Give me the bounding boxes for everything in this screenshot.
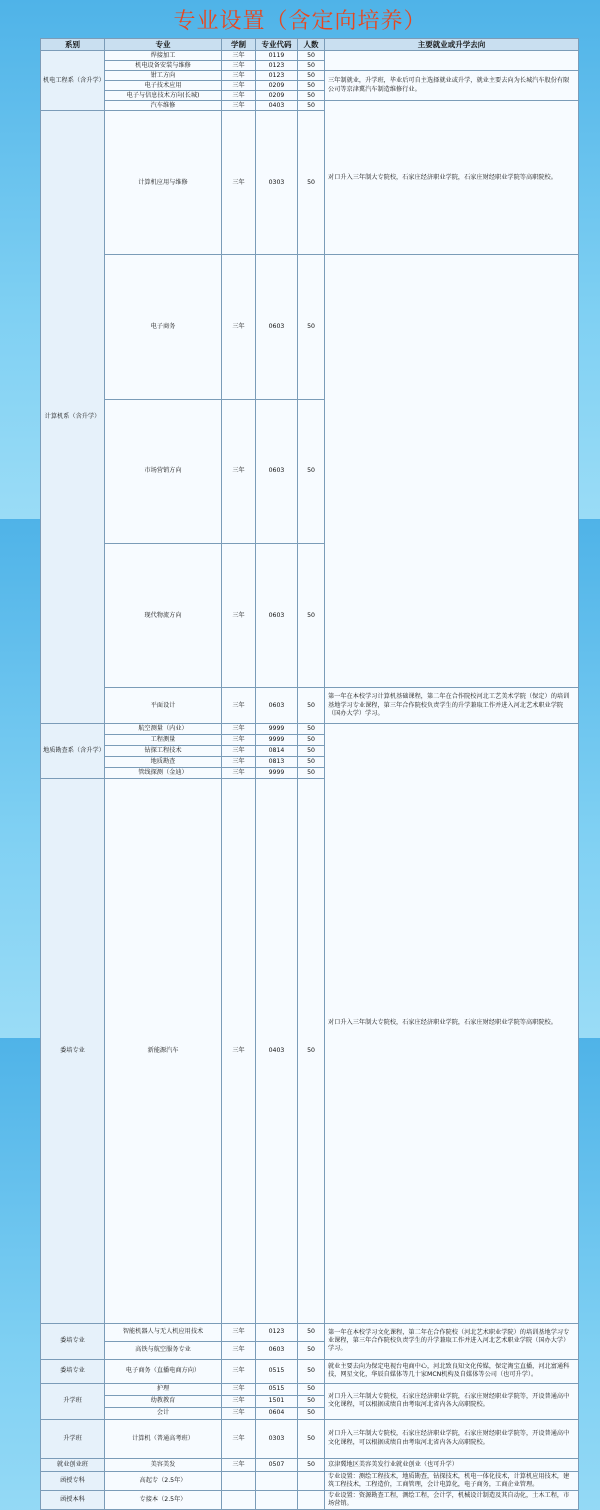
duration-cell: 三年 [222,101,256,111]
duration-cell: 三年 [222,724,256,735]
major-cell: 新能源汽车 [105,779,222,1323]
table-row [41,1323,579,1341]
table-row [41,399,579,543]
duration-cell: 三年 [222,735,256,746]
count-cell: 50 [298,1359,325,1383]
code-cell: 0123 [256,71,298,81]
major-cell: 汽车维修 [105,101,222,111]
table-row [41,101,579,111]
code-cell: 0507 [256,1458,298,1471]
major-cell: 高起专（2.5年） [105,1471,222,1490]
destination-cell: 就业主要去向为保定电视台电商中心，河北致良知文化传媒，保定淘宝直播，河北富通科技，网星文化，华辰自媒体等几十家MCN机构及自媒体等公司（也可升学）。 [325,1359,579,1383]
column-header: 专业 [105,39,222,51]
department-cell: 委培专业 [41,779,105,1323]
code-cell: 0603 [256,543,298,687]
department-cell: 委培专业 [41,1359,105,1383]
major-cell: 高铁与航空服务专业 [105,1341,222,1359]
table-row [41,724,579,735]
table-row [41,1359,579,1383]
column-header: 人数 [298,39,325,51]
code-cell: 0604 [256,1407,298,1419]
duration-cell: 三年 [222,1341,256,1359]
count-cell: 50 [298,91,325,101]
destination-cell: 对口升入三年制大专院校，石家庄经济职业学院，石家庄财经职业学院等高职院校。 [325,724,579,1323]
major-cell: 电子商务 [105,255,222,399]
destination-cell: 专业设置：测绘工程技术，地质勘查，钻探技术，机电一体化技术，计算机应用技术，建筑工程技术，工程造价，工商管理，会计电算化，电子商务，工商企业管理。 [325,1471,579,1490]
code-cell: 0603 [256,255,298,399]
count-cell: 50 [298,1395,325,1407]
major-cell: 地质勘查 [105,757,222,768]
count-cell: 50 [298,61,325,71]
major-cell: 平面设计 [105,688,222,724]
count-cell: 50 [298,779,325,1323]
column-header: 专业代码 [256,39,298,51]
table-row [41,1383,579,1395]
major-cell: 专接本（2.5年） [105,1491,222,1510]
count-cell: 50 [298,1323,325,1341]
code-cell: 1501 [256,1395,298,1407]
code-cell: 9999 [256,724,298,735]
duration-cell: 三年 [222,1419,256,1458]
duration-cell: 三年 [222,1395,256,1407]
duration-cell: 三年 [222,399,256,543]
major-cell: 会计 [105,1407,222,1419]
major-cell: 焊接加工 [105,51,222,61]
program-table [40,38,579,1510]
count-cell: 50 [298,1419,325,1458]
duration-cell: 三年 [222,61,256,71]
count-cell: 50 [298,81,325,91]
duration-cell: 三年 [222,255,256,399]
duration-cell: 三年 [222,768,256,779]
major-cell: 美容美发 [105,1458,222,1471]
destination-cell: 京津冀地区美容美发行业就业创业（也可升学） [325,1458,579,1471]
count-cell: 50 [298,543,325,687]
table-row [41,71,579,81]
code-cell: 0603 [256,399,298,543]
code-cell: 0814 [256,746,298,757]
table-row [41,688,579,724]
page-title: 专业设置（含定向培养） [173,9,427,34]
code-cell: 0209 [256,91,298,101]
major-cell: 管线探测（金迪） [105,768,222,779]
duration-cell: 三年 [222,71,256,81]
code-cell: 0603 [256,688,298,724]
count-cell [298,1491,325,1510]
duration-cell: 三年 [222,688,256,724]
count-cell: 50 [298,101,325,111]
duration-cell: 三年 [222,746,256,757]
department-cell: 就业创业班 [41,1458,105,1471]
table-row [41,1491,579,1510]
column-header: 系别 [41,39,105,51]
duration-cell: 三年 [222,543,256,687]
major-cell: 机电设备安装与维修 [105,61,222,71]
table-row [41,1471,579,1490]
major-cell: 钻探工程技术 [105,746,222,757]
column-header: 学制 [222,39,256,51]
duration-cell: 三年 [222,1407,256,1419]
major-cell: 计算机（普通高考班） [105,1419,222,1458]
major-cell: 电子与信息技术方向(长城) [105,91,222,101]
major-cell: 护理 [105,1383,222,1395]
major-cell: 现代物流方向 [105,543,222,687]
department-cell: 升学班 [41,1419,105,1458]
destination-cell: 对口升入三年制大专院校，石家庄经济职业学院，石家庄财经职业学院等，开设普通高中文化课程，可以根据成绩自由考取河北省内各大高职院校。 [325,1419,579,1458]
table-row [41,1458,579,1471]
table-row [41,51,579,61]
code-cell: 0303 [256,111,298,255]
major-cell: 市场营销方向 [105,399,222,543]
count-cell: 50 [298,1341,325,1359]
duration-cell [222,1491,256,1510]
count-cell: 50 [298,1458,325,1471]
destination-cell: 对口升入三年制大专院校，石家庄经济职业学院，石家庄财经职业学院等，开设普通高中文化课程，可以根据成绩自由考取河北省内各大高职院校。 [325,1383,579,1419]
destination-cell: 第一年在本校学习文化课程，第二年在合作院校（河北艺术职业学院）的培训基地学习专业课程，第三年合作院校负责学生的升学兼取工作并进入河北艺术职业学院（国办大学）学习。 [325,1323,579,1359]
table-row [41,543,579,687]
destination-cell: 三年制就业，升学班，毕业后可自主选择就业或升学，就业主要去向为长城汽车股份有限公司等京津冀汽车制造维修行业。 [325,71,579,101]
duration-cell: 三年 [222,81,256,91]
count-cell: 50 [298,71,325,81]
department-cell: 函授专科 [41,1471,105,1490]
destination-cell: 第一年在本校学习计算机基础课程，第二年在合作院校河北工艺美术学院（保定）的培训基地学习专业课程，第三年合作院校负责学生的升学兼取工作并进入河北艺术职业学院（国办大学）学习。 [325,688,579,724]
duration-cell: 三年 [222,779,256,1323]
department-cell: 机电工程系（含升学） [41,51,105,111]
code-cell: 0303 [256,1419,298,1458]
count-cell: 50 [298,111,325,255]
code-cell: 0119 [256,51,298,61]
count-cell: 50 [298,746,325,757]
code-cell: 0515 [256,1359,298,1383]
count-cell: 50 [298,399,325,543]
major-cell: 计算机应用与维修 [105,111,222,255]
code-cell: 0209 [256,81,298,91]
count-cell: 50 [298,735,325,746]
code-cell: 0515 [256,1383,298,1395]
department-cell: 计算机系（含升学） [41,111,105,724]
table-row [41,1419,579,1458]
code-cell: 0403 [256,779,298,1323]
code-cell [256,1491,298,1510]
header-row [41,39,579,51]
department-cell: 升学班 [41,1383,105,1419]
major-cell: 电子技术应用 [105,81,222,91]
code-cell: 9999 [256,735,298,746]
count-cell: 50 [298,1383,325,1395]
duration-cell: 三年 [222,757,256,768]
major-cell: 幼教教育 [105,1395,222,1407]
count-cell: 50 [298,51,325,61]
code-cell: 0123 [256,61,298,71]
duration-cell: 三年 [222,1359,256,1383]
department-cell: 委培专业 [41,1323,105,1359]
department-cell: 函授本科 [41,1491,105,1510]
count-cell: 50 [298,255,325,399]
table-row [41,255,579,399]
destination-cell [325,51,579,71]
code-cell: 0813 [256,757,298,768]
code-cell: 0403 [256,101,298,111]
count-cell [298,1471,325,1490]
duration-cell [222,1471,256,1490]
duration-cell: 三年 [222,1323,256,1341]
major-cell: 航空测量（内业） [105,724,222,735]
count-cell: 50 [298,688,325,724]
count-cell: 50 [298,724,325,735]
major-cell: 工程测量 [105,735,222,746]
column-header: 主要就业或升学去向 [325,39,579,51]
code-cell: 0123 [256,1323,298,1341]
major-cell: 钳工方向 [105,71,222,81]
count-cell: 50 [298,757,325,768]
duration-cell: 三年 [222,91,256,101]
duration-cell: 三年 [222,1458,256,1471]
major-cell: 智能机器人与无人机应用技术 [105,1323,222,1341]
count-cell: 50 [298,1407,325,1419]
code-cell: 0603 [256,1341,298,1359]
destination-cell: 专业设置：资源勘查工程，测绘工程，会计学，机械设计制造及其自动化，土木工程，市场营销。 [325,1491,579,1510]
destination-cell: 对口升入三年制大专院校，石家庄经济职业学院，石家庄财经职业学院等高职院校。 [325,101,579,255]
code-cell [256,1471,298,1490]
count-cell: 50 [298,768,325,779]
duration-cell: 三年 [222,51,256,61]
major-cell: 电子商务（直播电商方向） [105,1359,222,1383]
duration-cell: 三年 [222,111,256,255]
department-cell: 地质勘查系（含升学） [41,724,105,779]
duration-cell: 三年 [222,1383,256,1395]
code-cell: 9999 [256,768,298,779]
